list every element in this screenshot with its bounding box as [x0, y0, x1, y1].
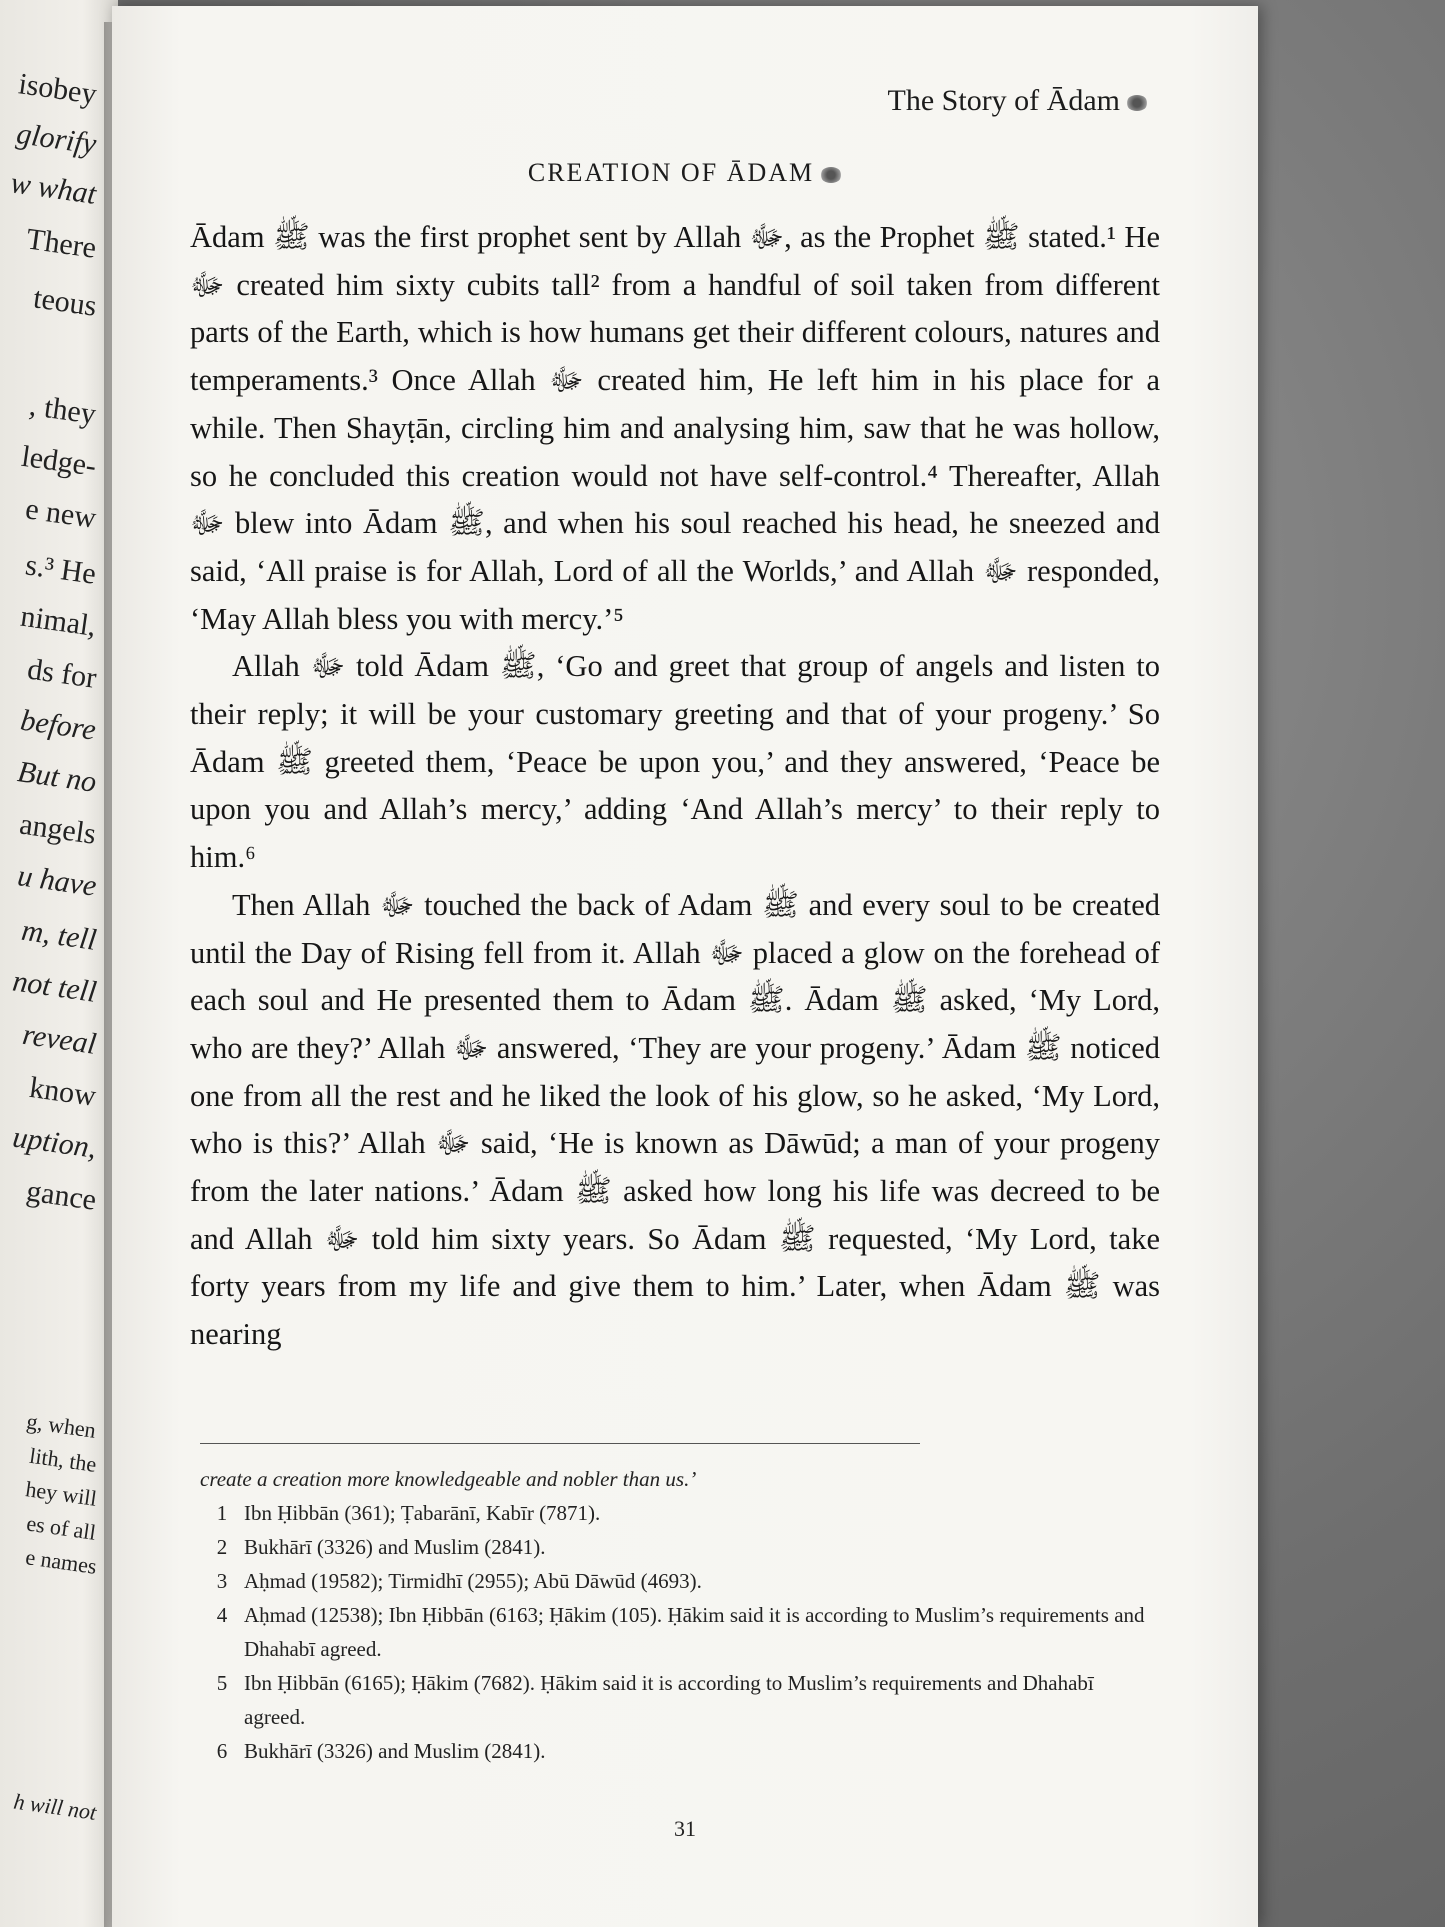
left-page-text-fragment: g, when — [25, 1408, 98, 1443]
left-page-text-fragment: before — [18, 703, 99, 747]
footnote-continuation: create a creation more knowledgeable and nobler than us.’ — [200, 1467, 697, 1491]
honorific-ornament-icon — [1126, 95, 1148, 111]
left-page — [0, 0, 118, 1927]
left-page-text-fragment: But no — [15, 755, 99, 799]
book-page — [112, 6, 1258, 1927]
left-page-text-fragment: reveal — [20, 1017, 99, 1061]
left-page-text-fragment: nimal, — [18, 599, 99, 643]
left-page-text-fragment: ds for — [25, 652, 99, 695]
footnote: 5 Ibn Ḥibbān (6165); Ḥākim (7682). Ḥākim said it is according to Muslim’s requirements and Dhahabī agreed. — [216, 1671, 1094, 1729]
footnotes — [200, 1462, 1160, 1768]
left-page-text-fragment: hey will — [23, 1476, 98, 1511]
left-page-text-fragment: s.³ He — [23, 548, 99, 591]
footnote: 3 Aḥmad (19582); Tirmidhī (2955); Abū Dāwūd (4693). — [216, 1569, 702, 1593]
left-page-text-fragment: u have — [15, 859, 99, 903]
footnote: 6 Bukhārī (3326) and Muslim (2841). — [216, 1739, 546, 1763]
left-page-text-fragment: e new — [23, 492, 99, 535]
footnote: 4 Aḥmad (12538); Ibn Ḥibbān (6163; Ḥākim (105). Ḥākim said it is according to Muslim’s requirements and Dhahabī agreed. — [216, 1603, 1145, 1661]
page-number: 31 — [674, 1816, 696, 1841]
body-text — [190, 214, 1160, 1359]
left-page-text-fragment: know — [27, 1070, 99, 1113]
left-page-text-fragment: , they — [27, 388, 99, 431]
running-title: The Story of Ādam — [887, 84, 1120, 117]
left-page-text-fragment: w what — [8, 166, 99, 211]
left-page-text-fragment: There — [24, 222, 99, 265]
paragraph-2: Allah ﷻ told Ādam ﷺ, ‘Go and greet that group of angels and listen to their reply; it will be your customary greeting and that of your progeny.’ So Ādam ﷺ greeted them, ‘Peace be upon you,’ and they answered, ‘Peace be upon you and Allah’s mercy,’ adding ‘And Allah’s mercy’ to their reply to him.⁶ — [190, 649, 1160, 875]
left-page-text-fragment: m, tell — [19, 913, 99, 957]
left-page-text-fragment: e names — [23, 1544, 98, 1579]
footnote-divider — [200, 1443, 920, 1444]
left-page-text-fragment: teous — [31, 281, 99, 323]
left-page-text-fragment: glorify — [14, 117, 99, 161]
left-page-text-fragment: gance — [24, 1174, 99, 1217]
paragraph-1: Ādam ﷺ was the first prophet sent by Allah ﷻ, as the Prophet ﷺ stated.¹ He ﷻ created him sixty cubits tall² from a handful of soil taken from different parts of the Earth, which is how humans get their different colours, natures and temperaments.³ Once Allah ﷻ created him, He left him in his place for a while. Then Shayṭān, circling him and analysing him, saw that he was hollow, so he concluded this creation would not have self-control.⁴ Thereafter, Allah ﷻ blew into Ādam ﷺ, and when his soul reached his head, he sneezed and said, ‘All praise is for Allah, Lord of all the Worlds,’ and Allah ﷻ responded, ‘May Allah bless you with mercy.’⁵ — [190, 220, 1160, 636]
honorific-ornament-icon — [820, 167, 842, 183]
section-title: CREATION OF ĀDAM — [112, 158, 1258, 188]
left-page-text-fragment: h will not — [12, 1788, 98, 1825]
footnote: 2 Bukhārī (3326) and Muslim (2841). — [216, 1535, 546, 1559]
left-page-text-fragment: uption, — [10, 1120, 99, 1165]
paragraph-3: Then Allah ﷻ touched the back of Adam ﷺ and every soul to be created until the Day of Rising fell from it. Allah ﷻ placed a glow on the forehead of each soul and He presented them to Ādam ﷺ. Ādam ﷺ asked, ‘My Lord, who are they?’ Allah ﷻ answered, ‘They are your progeny.’ Ādam ﷺ noticed one from all the rest and he liked the look of his glow, so he asked, ‘My Lord, who is this?’ Allah ﷻ said, ‘He is known as Dāwūd; a man of your progeny from the later nations.’ Ādam ﷺ asked how long his life was decreed to be and Allah ﷻ told him sixty years. So Ādam ﷺ requested, ‘My Lord, take forty years from my life and give them to him.’ Later, when Ādam ﷺ was nearing — [190, 887, 1161, 1352]
left-page-text-fragment: ledge- — [19, 439, 99, 483]
left-page-text-fragment: angels — [17, 807, 99, 851]
left-page-text-fragment: not tell — [10, 964, 99, 1009]
footnote: 1 Ibn Ḥibbān (361); Ṭabarānī, Kabīr (7871). — [216, 1501, 601, 1525]
left-page-text-fragment: isobey — [16, 67, 99, 111]
left-page-text-fragment: es of all — [25, 1510, 98, 1545]
left-page-text-fragment: lith, the — [27, 1442, 98, 1477]
running-header — [888, 84, 1148, 118]
